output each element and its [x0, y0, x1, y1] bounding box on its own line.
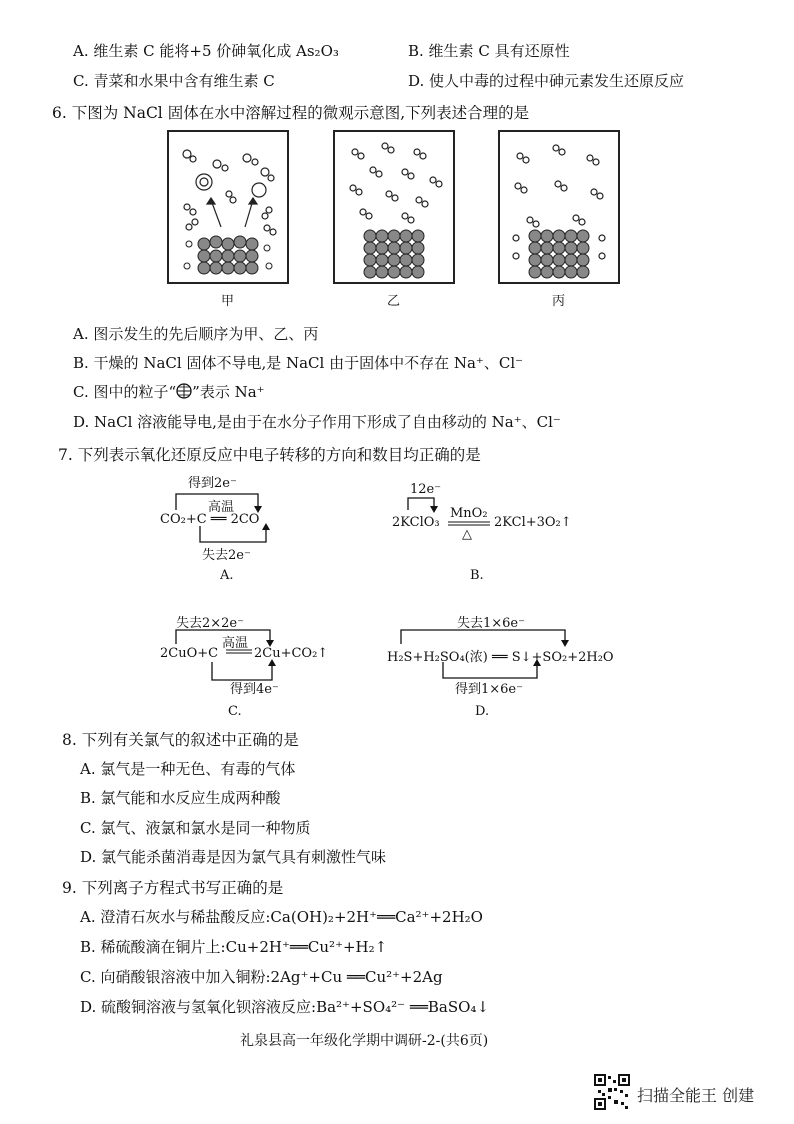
- q6-option-c-suffix: ”表示 Na⁺: [192, 383, 265, 401]
- q8-option-a: A. 氯气是一种无色、有毒的气体: [80, 760, 296, 778]
- q7-a-condition: 高温: [208, 500, 235, 515]
- panel-caption-yi: 乙: [387, 294, 401, 309]
- q9-stem: 9. 下列离子方程式书写正确的是: [62, 879, 284, 897]
- panel-yi: [333, 130, 455, 284]
- q7-d-label: D.: [475, 704, 490, 719]
- q8-option-b: B. 氯气能和水反应生成两种酸: [80, 789, 281, 807]
- q6-option-d: D. NaCl 溶液能导电,是由于在水分子作用下形成了自由移动的 Na⁺、Cl⁻: [73, 413, 561, 431]
- q8-option-d: D. 氯气能杀菌消毒是因为氯气具有刺激性气味: [80, 848, 387, 866]
- panel-bing: [498, 130, 620, 284]
- q5-option-b: B. 维生素 C 具有还原性: [408, 42, 570, 60]
- q7-b-top-label: 12e⁻: [410, 482, 442, 497]
- panel-jia: [167, 130, 289, 284]
- q7-option-a: [150, 470, 300, 588]
- q7-b-condition-top: MnO₂: [450, 506, 488, 521]
- q7-d-bottom-label: 得到1×6e⁻: [455, 682, 523, 697]
- q5-option-d: D. 使人中毒的过程中砷元素发生还原反应: [408, 72, 685, 90]
- q7-d-top-label: 失去1×6e⁻: [457, 616, 525, 631]
- q6-option-a: A. 图示发生的先后顺序为甲、乙、丙: [73, 325, 319, 343]
- q7-a-bottom-label: 失去2e⁻: [202, 548, 251, 563]
- q6-stem: 6. 下图为 NaCl 固体在水中溶解过程的微观示意图,下列表述合理的是: [52, 104, 530, 122]
- q7-c-reactant: 2CuO+C: [160, 646, 219, 661]
- q5-option-c: C. 青菜和水果中含有维生素 C: [73, 72, 275, 90]
- q8-option-c: C. 氯气、液氯和氯水是同一种物质: [80, 819, 311, 837]
- q7-b-condition-bottom: △: [462, 527, 472, 542]
- q7-c-bottom-label: 得到4e⁻: [230, 682, 279, 697]
- q9-option-d: D. 硫酸铜溶液与氢氧化钡溶液反应:Ba²⁺+SO₄²⁻ ══BaSO₄↓: [80, 998, 490, 1016]
- sodium-ion-icon: [176, 383, 192, 399]
- dissolution-diagram-jia: [169, 132, 287, 282]
- q7-d-equation: H₂S+H₂SO₄(浓) ══ S↓+SO₂+2H₂O: [387, 650, 614, 665]
- q7-a-top-label: 得到2e⁻: [188, 476, 237, 491]
- q5-option-a: A. 维生素 C 能将+5 价砷氧化成 As₂O₃: [73, 42, 339, 60]
- q7-a-label: A.: [220, 568, 234, 583]
- q7-a-equation: CO₂+C ══ 2CO: [160, 512, 260, 527]
- panel-caption-bing: 丙: [552, 294, 566, 309]
- dissolution-diagram-yi: [335, 132, 453, 282]
- q9-option-b: B. 稀硫酸滴在铜片上:Cu+2H⁺══Cu²⁺+H₂↑: [80, 938, 388, 956]
- q7-option-c: [158, 610, 348, 720]
- q7-b-product: 2KCl+3O₂↑: [494, 515, 572, 530]
- dissolution-diagram-bing: [500, 132, 618, 282]
- q7-c-condition: 高温: [222, 636, 249, 651]
- q7-b-label: B.: [470, 568, 484, 583]
- q6-option-c: [73, 381, 265, 402]
- qr-code-icon: [594, 1074, 630, 1110]
- q9-option-a: A. 澄清石灰水与稀盐酸反应:Ca(OH)₂+2H⁺══Ca²⁺+2H₂O: [80, 908, 483, 926]
- q7-c-label: C.: [228, 704, 242, 719]
- q7-option-b: [390, 480, 590, 588]
- q8-stem: 8. 下列有关氯气的叙述中正确的是: [62, 731, 299, 749]
- panel-caption-jia: 甲: [221, 294, 235, 309]
- q6-option-c-prefix: C. 图中的粒子“: [73, 383, 177, 401]
- q7-b-reactant: 2KClO₃: [392, 515, 440, 530]
- q7-c-product: 2Cu+CO₂↑: [254, 646, 329, 661]
- q6-option-b: B. 干燥的 NaCl 固体不导电,是 NaCl 由于固体中不存在 Na⁺、Cl⁻: [73, 354, 524, 372]
- q7-option-d: [385, 610, 655, 720]
- q9-option-c: C. 向硝酸银溶液中加入铜粉:2Ag⁺+Cu ══Cu²⁺+2Ag: [80, 968, 443, 986]
- q7-c-top-label: 失去2×2e⁻: [176, 616, 244, 631]
- q7-stem: 7. 下列表示氧化还原反应中电子转移的方向和数目均正确的是: [58, 446, 481, 464]
- scanner-watermark: 扫描全能王 创建: [637, 1086, 755, 1105]
- page-footer: 礼泉县高一年级化学期中调研-2-(共6页): [240, 1033, 489, 1049]
